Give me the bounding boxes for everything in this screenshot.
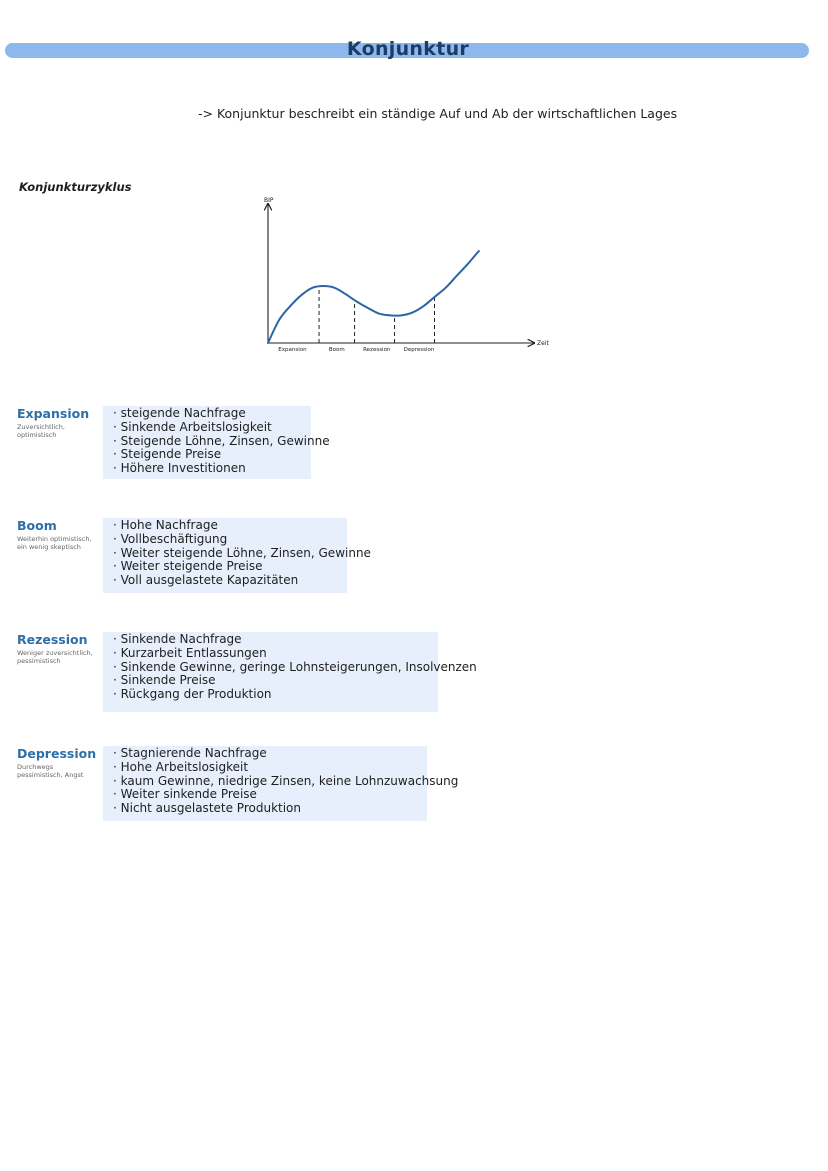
list-item: · Sinkende Gewinne, geringe Lohnsteigerungen, Insolvenzen bbox=[113, 659, 477, 674]
phase-axis-label: Expansion bbox=[278, 347, 307, 353]
list-item: · Sinkende Arbeitslosigkeit bbox=[113, 419, 272, 434]
list-item: · Nicht ausgelastete Produktion bbox=[113, 801, 301, 816]
page-title: Konjunktur bbox=[346, 38, 470, 60]
cycle-heading: Konjunkturzyklus bbox=[19, 180, 132, 194]
phase-title: Rezession bbox=[17, 632, 88, 647]
phase-title: Depression bbox=[17, 746, 97, 761]
list-item: · Rückgang der Produktion bbox=[113, 687, 272, 702]
phase-axis-label: Depression bbox=[403, 347, 435, 353]
list-item: · Hohe Nachfrage bbox=[113, 518, 218, 532]
list-item: · Kurzarbeit Entlassungen bbox=[113, 645, 267, 660]
phase-mood-note: Zuversichtlich, optimistisch bbox=[17, 423, 65, 439]
list-item: · Voll ausgelastete Kapazitäten bbox=[113, 573, 299, 588]
phase-axis-label: Boom bbox=[328, 347, 345, 353]
list-item: · kaum Gewinne, niedrige Zinsen, keine Lohnzuwachsung bbox=[113, 773, 459, 788]
y-axis-label: BIP bbox=[264, 197, 274, 204]
list-item: · Weiter steigende Löhne, Zinsen, Gewinne bbox=[113, 545, 371, 560]
phase-mood-note: Durchwegs pessimistisch, Angst bbox=[17, 763, 84, 779]
phase-characteristics-box bbox=[103, 632, 477, 712]
x-axis-label: Zeit bbox=[537, 340, 549, 347]
list-item: · Vollbeschäftigung bbox=[113, 531, 228, 546]
list-item: · Sinkende Preise bbox=[113, 673, 216, 688]
list-item: · steigende Nachfrage bbox=[113, 406, 246, 420]
phase-title: Expansion bbox=[17, 406, 90, 421]
phase-mood-note: Weniger zuversichtlich, pessimistisch bbox=[17, 649, 93, 665]
list-item: · Stagnierende Nachfrage bbox=[113, 746, 267, 760]
list-item: · Sinkende Nachfrage bbox=[113, 632, 242, 646]
phase-characteristics-box bbox=[103, 746, 459, 821]
phase-mood-note: Weiterhin optimistisch, ein wenig skeptisch bbox=[17, 535, 92, 551]
list-item: · Hohe Arbeitslosigkeit bbox=[113, 759, 249, 774]
list-item: · Höhere Investitionen bbox=[113, 461, 246, 476]
phase-characteristics-box bbox=[103, 406, 330, 479]
business-cycle-chart bbox=[255, 192, 555, 358]
phase-characteristics-box bbox=[103, 518, 371, 593]
bip-curve-line bbox=[268, 251, 479, 343]
list-item: · Weiter sinkende Preise bbox=[113, 787, 257, 802]
definition-text: -> Konjunktur beschreibt ein ständige Auf und Ab der wirtschaftlichen Lages bbox=[198, 106, 678, 121]
phase-title: Boom bbox=[17, 518, 57, 533]
list-item: · Steigende Preise bbox=[113, 447, 222, 462]
list-item: · Steigende Löhne, Zinsen, Gewinne bbox=[113, 433, 330, 448]
phase-axis-label: Rezession bbox=[363, 347, 391, 353]
list-item: · Weiter steigende Preise bbox=[113, 559, 263, 574]
